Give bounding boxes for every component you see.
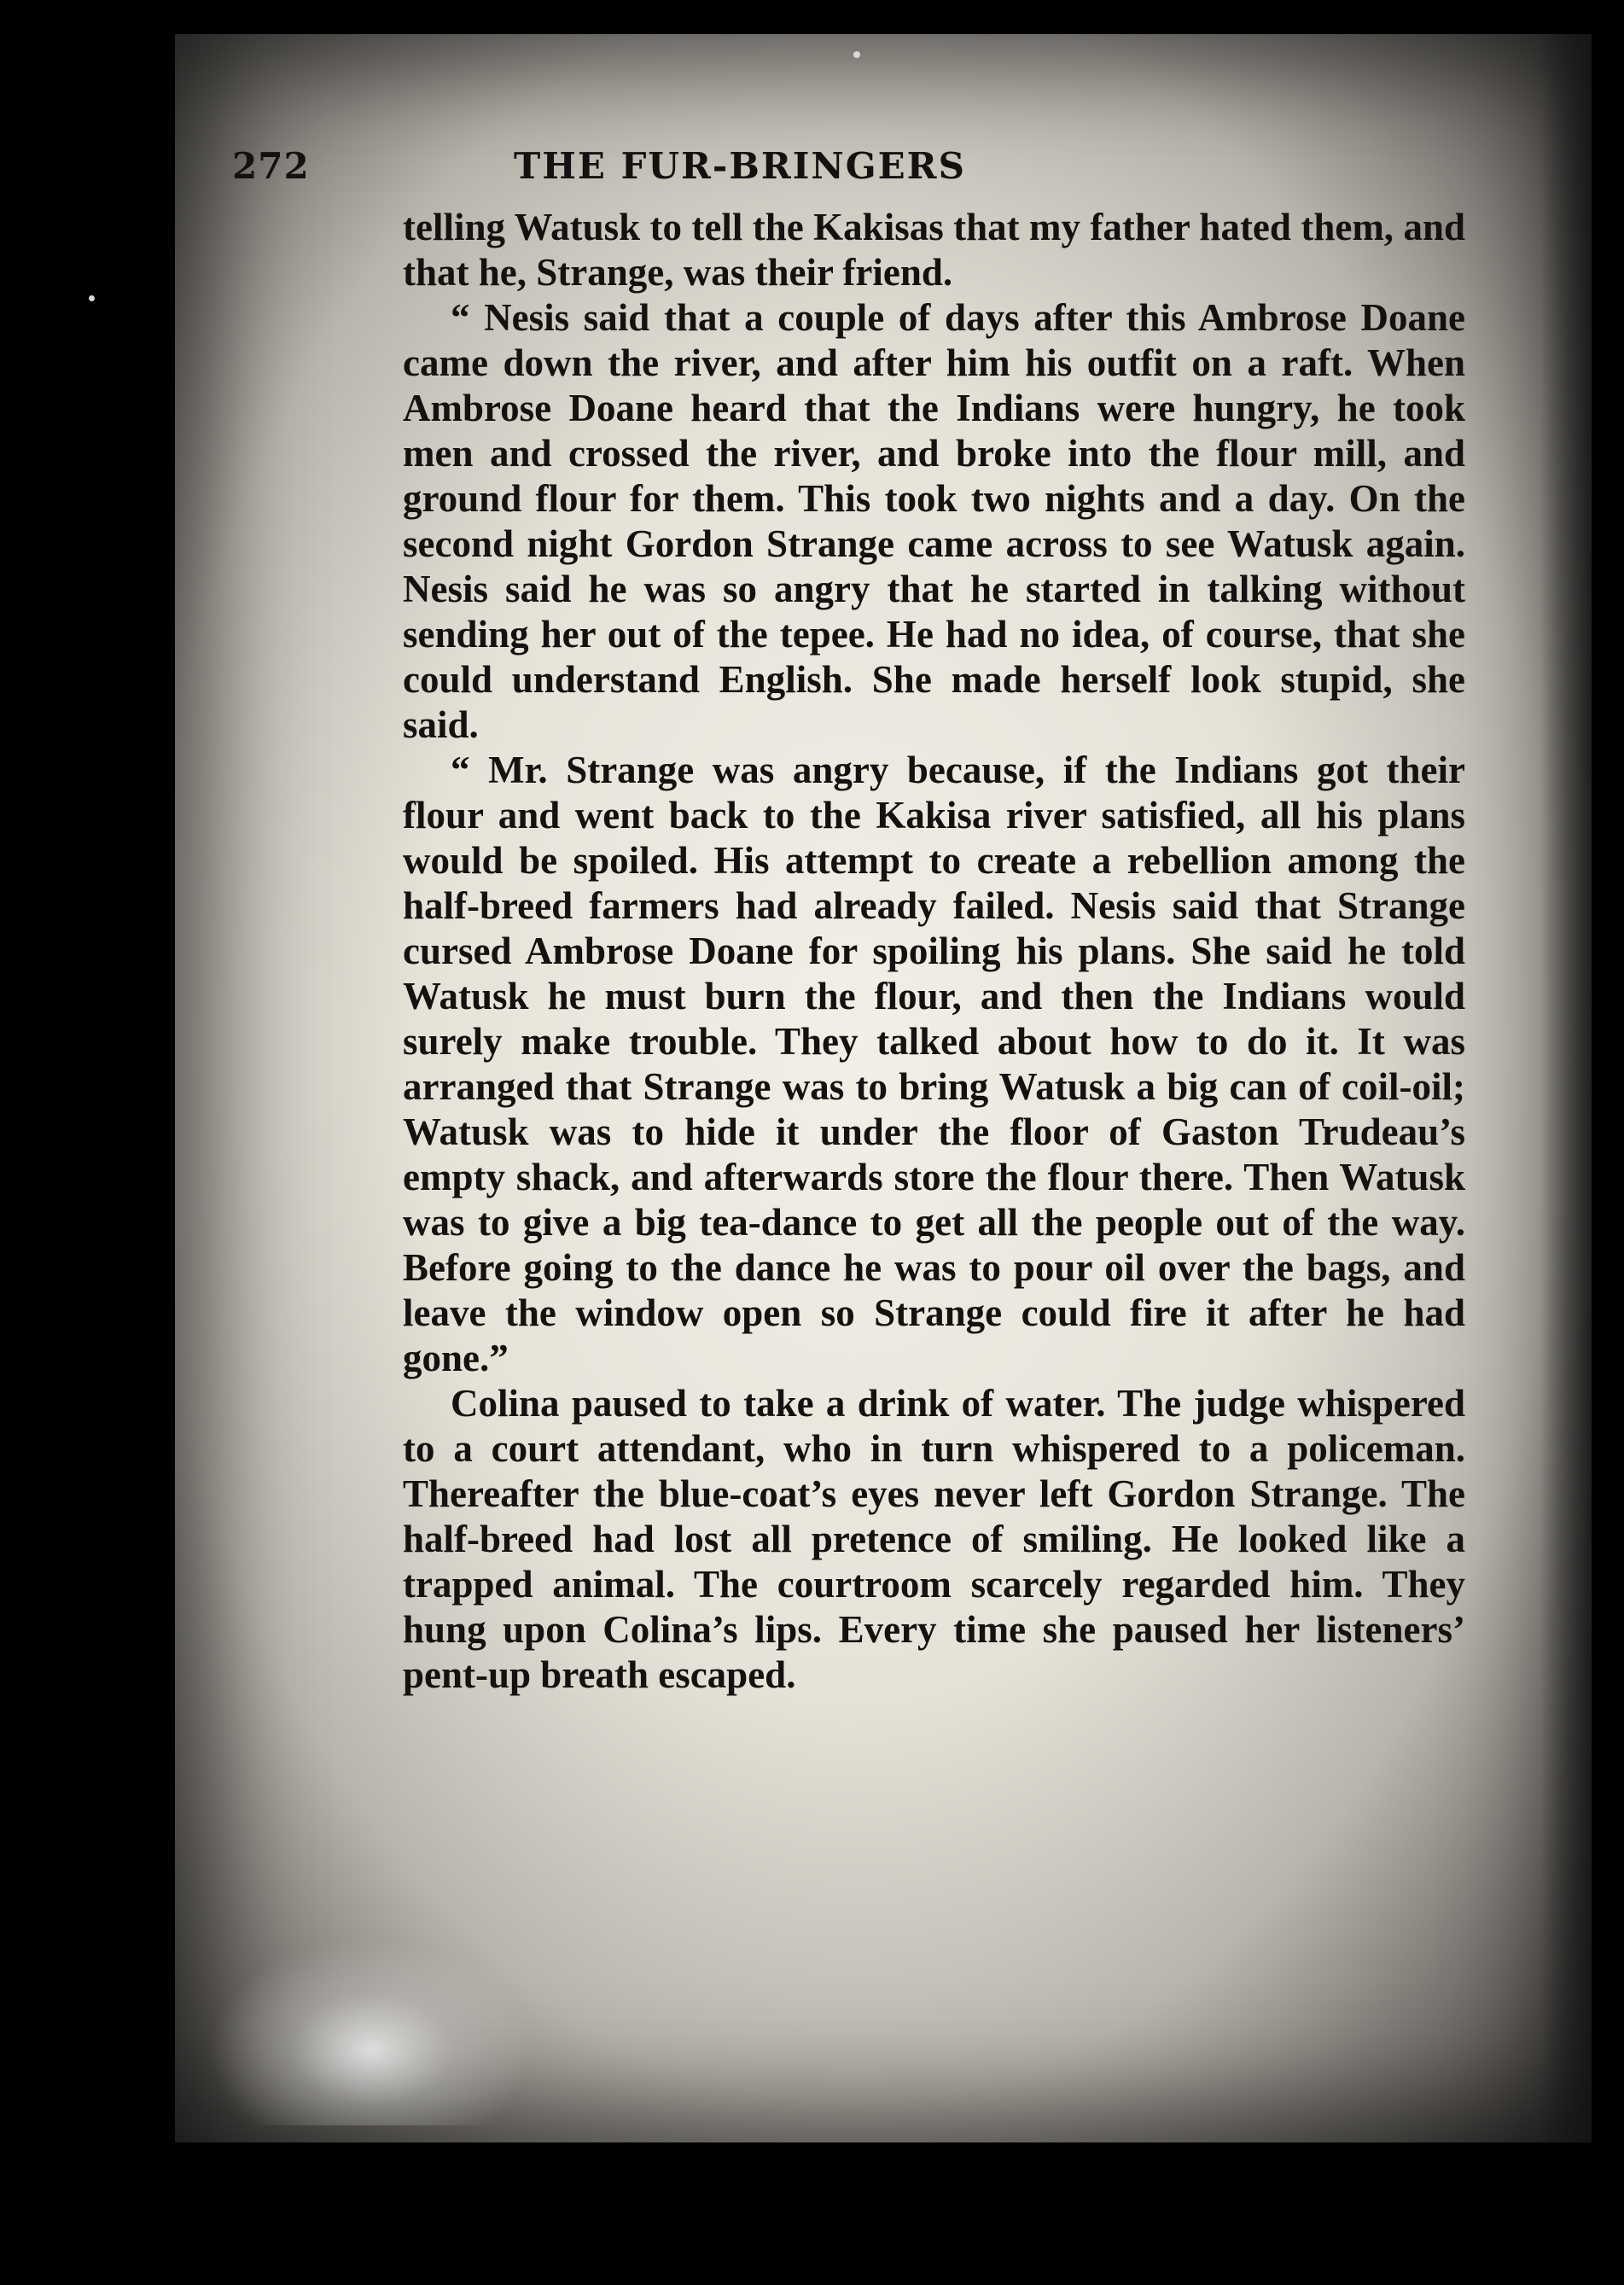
paragraph: “ Mr. Strange was angry because, if the Indians got their flour and went back to the Kakisa river satisfied, all his plans would be spoiled. His attempt to create a rebellion among the half-breed farmers had already failed. Nesis said that Strange cursed Ambrose Doane for spoiling his plans. She said he told Watusk he must burn the flour, and then the Indians would surely make trouble. They talked about how to do it. It was arranged that Strange was to bring Watusk a big can of coil-oil; Watusk was to hide it under the floor of Gaston Trudeau’s empty shack, and afterwards store the flour there. Then Watusk was to give a big tea-dance to get all the people out of the way. Before going to the dance he was to pour oil over the bags, and leave the window open so Strange could fire it after he had gone.”: [403, 749, 1465, 1379]
dust-speck: [853, 51, 860, 58]
dust-speck: [89, 295, 95, 301]
paragraph: telling Watusk to tell the Kakisas that my father hated them, and that he, Strange, was their friend.: [403, 206, 1465, 294]
body-text: [403, 205, 1465, 1698]
scan-glare: [209, 1938, 533, 2125]
paragraph: Colina paused to take a drink of water. The judge whispered to a court attendant, who in turn whispered to a policeman. Thereafter the blue-coat’s eyes never left Gordon Strange. The half-breed had lost all pretence of smiling. He looked like a trapped animal. The courtroom scarcely regarded him. They hung upon Colina’s lips. Every time she paused her listeners’ pent-up breath escaped.: [403, 1382, 1465, 1696]
page-number: 272: [232, 145, 310, 187]
dust-speck: [375, 1293, 381, 1298]
book-title: THE FUR-BRINGERS: [514, 145, 966, 187]
paragraph: “ Nesis said that a couple of days after this Ambrose Doane came down the river, and after him his outfit on a raft. When Ambrose Doane heard that the Indians were hungry, he took men and crossed the river, and broke into the flour mill, and ground flour for them. This took two nights and a day. On the second night Gordon Strange came across to see Watusk again. Nesis said he was so angry that he started in talking without sending her out of the tepee. He had no idea, of course, that she could understand English. She made herself look stupid, she said.: [403, 296, 1465, 746]
page-edge-shadow: [1540, 34, 1592, 2142]
